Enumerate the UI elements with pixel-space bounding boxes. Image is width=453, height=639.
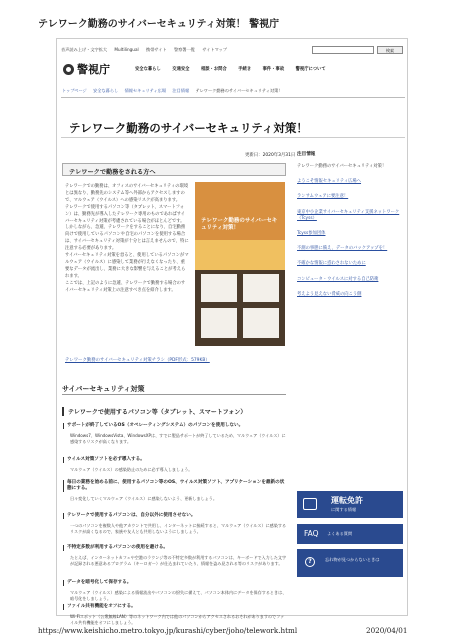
license-banner-sub: に関する情報: [331, 507, 357, 512]
sidebar-link[interactable]: 東京中小企業サイバーセキュリティ支援ネットワーク（Tcyss）: [297, 209, 400, 221]
measure-item: [63, 423, 287, 446]
breadcrumb-link[interactable]: 情報セキュリティ広場: [124, 88, 167, 93]
measure-item: [63, 457, 287, 473]
intro-paragraph: テレワークで使用するパソコン等（タブレット、スマートフォン）は、勤務先が導入したテレワーク専用のものであればサイバーセキュリティ対策が考慮されている場合がほとんどです。: [65, 204, 185, 224]
updated-date: 更新日：2020年3月31日: [245, 153, 296, 158]
measure-heading: ウイルス対策ソフトを必ず導入する。: [63, 457, 287, 463]
mainnav-item[interactable]: 手続き: [238, 67, 252, 72]
pdf-link[interactable]: テレワーク勤務のサイバーセキュリティ対策チラシ（PDF形式：579KB）: [65, 358, 210, 363]
subsection-heading: テレワークで使用するパソコン等（タブレット、スマートフォン）: [62, 407, 246, 416]
measure-body: 一つのパソコンを複数人や他アカウントで共用し、インターネットに接続すると、マルウェア（ウイルス）に感染するリスクが高くなるので、家族や友人とも共用しないようにしましょう。: [70, 523, 287, 535]
measure-body: たとえば、インターネットカフェや空港のラウンジ等の不特定多数が利用するパソコンは、キーボードで入力した文字が記録される悪意あるプログラム（キーロガー）が仕込まれていたり、情報を盗み見される等のリスクがあります。: [70, 555, 287, 567]
search-button[interactable]: 検索: [377, 46, 403, 54]
sidebar-title: 注目情報: [297, 152, 316, 157]
license-card-icon: [303, 498, 317, 510]
sidebar-link[interactable]: ランサムウェアに要注意！: [297, 194, 349, 200]
flyer-title: テレワーク勤務のサイバーセキュリティ対策！: [201, 218, 278, 231]
measure-item: [63, 513, 287, 536]
intro-text: [65, 184, 189, 295]
divider: [61, 137, 405, 138]
mainnav-item[interactable]: 警視庁について: [295, 67, 326, 72]
measure-body: Wi-Fiスポット（公衆無線LAN）等のネットワーク内では他のパソコンからアクセスされるおそれがありますのでファイル共有機能をオフにしましょう。: [70, 614, 285, 626]
faq-label: FAQ: [304, 529, 319, 538]
footer-url: https://www.keishicho.metro.tokyo.jp/kurashi/cyber/joho/telework.html: [38, 626, 298, 635]
intro-paragraph: テレワークでの勤務は、オフィスのサイバーセキュリティの環境とは異なり、勤務先のシステム等へ外部からアクセスしますので、マルウェア（ウイルス）への感染リスクが高まります。: [65, 184, 189, 203]
faq-banner[interactable]: [297, 524, 403, 544]
web-page: [56, 38, 408, 626]
mainnav-item[interactable]: 交通安全: [172, 67, 190, 72]
measure-item: [63, 580, 287, 603]
sidebar: [297, 151, 405, 307]
faq-sub: よくある質問: [327, 531, 353, 536]
measure-body: Windows7、WindowsVista、WindowsXPは、すでに製品サポートが終了しているため、マルウェア（ウイルス）に感染するリスクが高くなります。: [70, 433, 286, 445]
question-icon: ?: [305, 557, 315, 567]
logo-text: 警視庁: [77, 63, 110, 76]
sidebar-link[interactable]: Tcyss参加団体: [297, 231, 326, 237]
license-banner[interactable]: [297, 491, 403, 518]
measure-heading: サポートが終了しているOS（オペレーティングシステム）のパソコンを使用しない。: [63, 423, 287, 429]
sidebar-link[interactable]: コンピュータ・ウイルスに対する自己防衛: [297, 276, 379, 282]
license-banner-title: 運転免許: [331, 496, 363, 505]
measure-heading: 不特定多数が利用するパソコンの使用を避ける。: [63, 545, 287, 551]
lost-items-banner[interactable]: [297, 549, 403, 577]
sidebar-link[interactable]: 不確かな情報に惑わされないために: [297, 261, 366, 267]
divider: [61, 97, 405, 98]
breadcrumb-link[interactable]: 安全な暮らし: [93, 88, 119, 93]
topnav-link[interactable]: 警察署一覧: [174, 47, 195, 52]
mainnav-item[interactable]: 事件・事故: [262, 67, 285, 72]
measure-heading: ファイル共有機能をオフにする。: [63, 604, 287, 610]
sidebar-link[interactable]: ようこそ情報セキュリティ広場へ: [297, 179, 362, 185]
measure-body: マルウェア（ウイルス）感染による情報流出やパソコンの紛失に備えて、パソコン本体内にデータを保存するときは、暗号化をしましょう。: [70, 590, 287, 602]
search-input[interactable]: [312, 46, 374, 54]
sidebar-link[interactable]: 考えよう見えない脅威の向こう側: [297, 291, 362, 297]
topnav-link[interactable]: サイトマップ: [202, 47, 227, 52]
breadcrumb-current: テレワーク勤務のサイバーセキュリティ対策！: [195, 88, 283, 93]
site-logo[interactable]: [63, 61, 110, 77]
measure-item: [63, 545, 287, 568]
main-nav: [135, 66, 336, 72]
section-heading: サイバーセキュリティ対策: [62, 385, 145, 393]
flyer-image[interactable]: [195, 182, 285, 346]
lost-items-text: 忘れ物が見つからないときは: [325, 557, 380, 562]
measure-item: [63, 604, 287, 627]
intro-paragraph: しかしながら、急遽、テレワークをすることになり、自宅勤務向けで使用しているパソコンや自宅のパソコンを使用する場合は、サイバーセキュリティ対策が十分とは言えませんので、特に注意する必要があります。: [65, 225, 189, 252]
sidebar-link[interactable]: 不測の事態に備え、データのバックアップを！: [297, 246, 388, 252]
sidebar-link[interactable]: テレワーク勤務のサイバーセキュリティ対策！: [297, 164, 387, 169]
mainnav-item[interactable]: 相談・お問合: [200, 67, 227, 72]
measure-heading: データを暗号化して保存する。: [63, 580, 287, 586]
measure-heading: 毎日の業務を始める前に、使用するパソコン等のOS、ウイルス対策ソフト、アプリケーションを最新の状態にする。: [63, 480, 287, 492]
intro-heading: テレワークで勤務をされる方へ: [62, 163, 286, 176]
breadcrumb: [62, 88, 287, 94]
intro-paragraph: サイバーセキュリティ対策を怠ると、使用しているパソコンがマルウェア（ウイルス）に感染して業務が行えなくなったり、重要なデータが流出し、業務に大きな影響を与えることが考えられます。: [65, 253, 189, 279]
intro-paragraph: ここでは、上記のように急遽、テレワークで勤務する場合のサイバーセキュリティ対策上の注意すべき点を紹介します。: [65, 280, 186, 293]
page-title: テレワーク勤務のサイバーセキュリティ対策！: [69, 121, 308, 135]
footer-date: 2020/04/01: [366, 626, 408, 635]
topnav-link[interactable]: 携帯サイト: [146, 47, 167, 52]
divider: [62, 394, 286, 395]
topnav-link[interactable]: 音声読み上げ・文字拡大: [61, 47, 108, 52]
measure-item: [63, 480, 287, 502]
measure-heading: テレワークで使用するパソコンは、自分以外に使用させない。: [63, 513, 287, 519]
police-emblem-icon: [63, 64, 74, 75]
mainnav-item[interactable]: 安全な暮らし: [135, 67, 161, 72]
breadcrumb-link[interactable]: 注目情報: [172, 88, 190, 93]
topnav-link[interactable]: Multilingual: [114, 47, 139, 52]
document-title: テレワーク勤務のサイバーセキュリティ対策！ 警視庁: [38, 19, 280, 30]
utility-nav: [61, 47, 233, 53]
measure-body: 日々変化していくマルウェア（ウイルス）に感染しないよう、更新しましょう。: [70, 496, 217, 501]
breadcrumb-link[interactable]: トップページ: [62, 88, 87, 93]
measure-body: マルウェア（ウイルス）の感染防止のために必ず導入しましょう。: [70, 467, 193, 472]
